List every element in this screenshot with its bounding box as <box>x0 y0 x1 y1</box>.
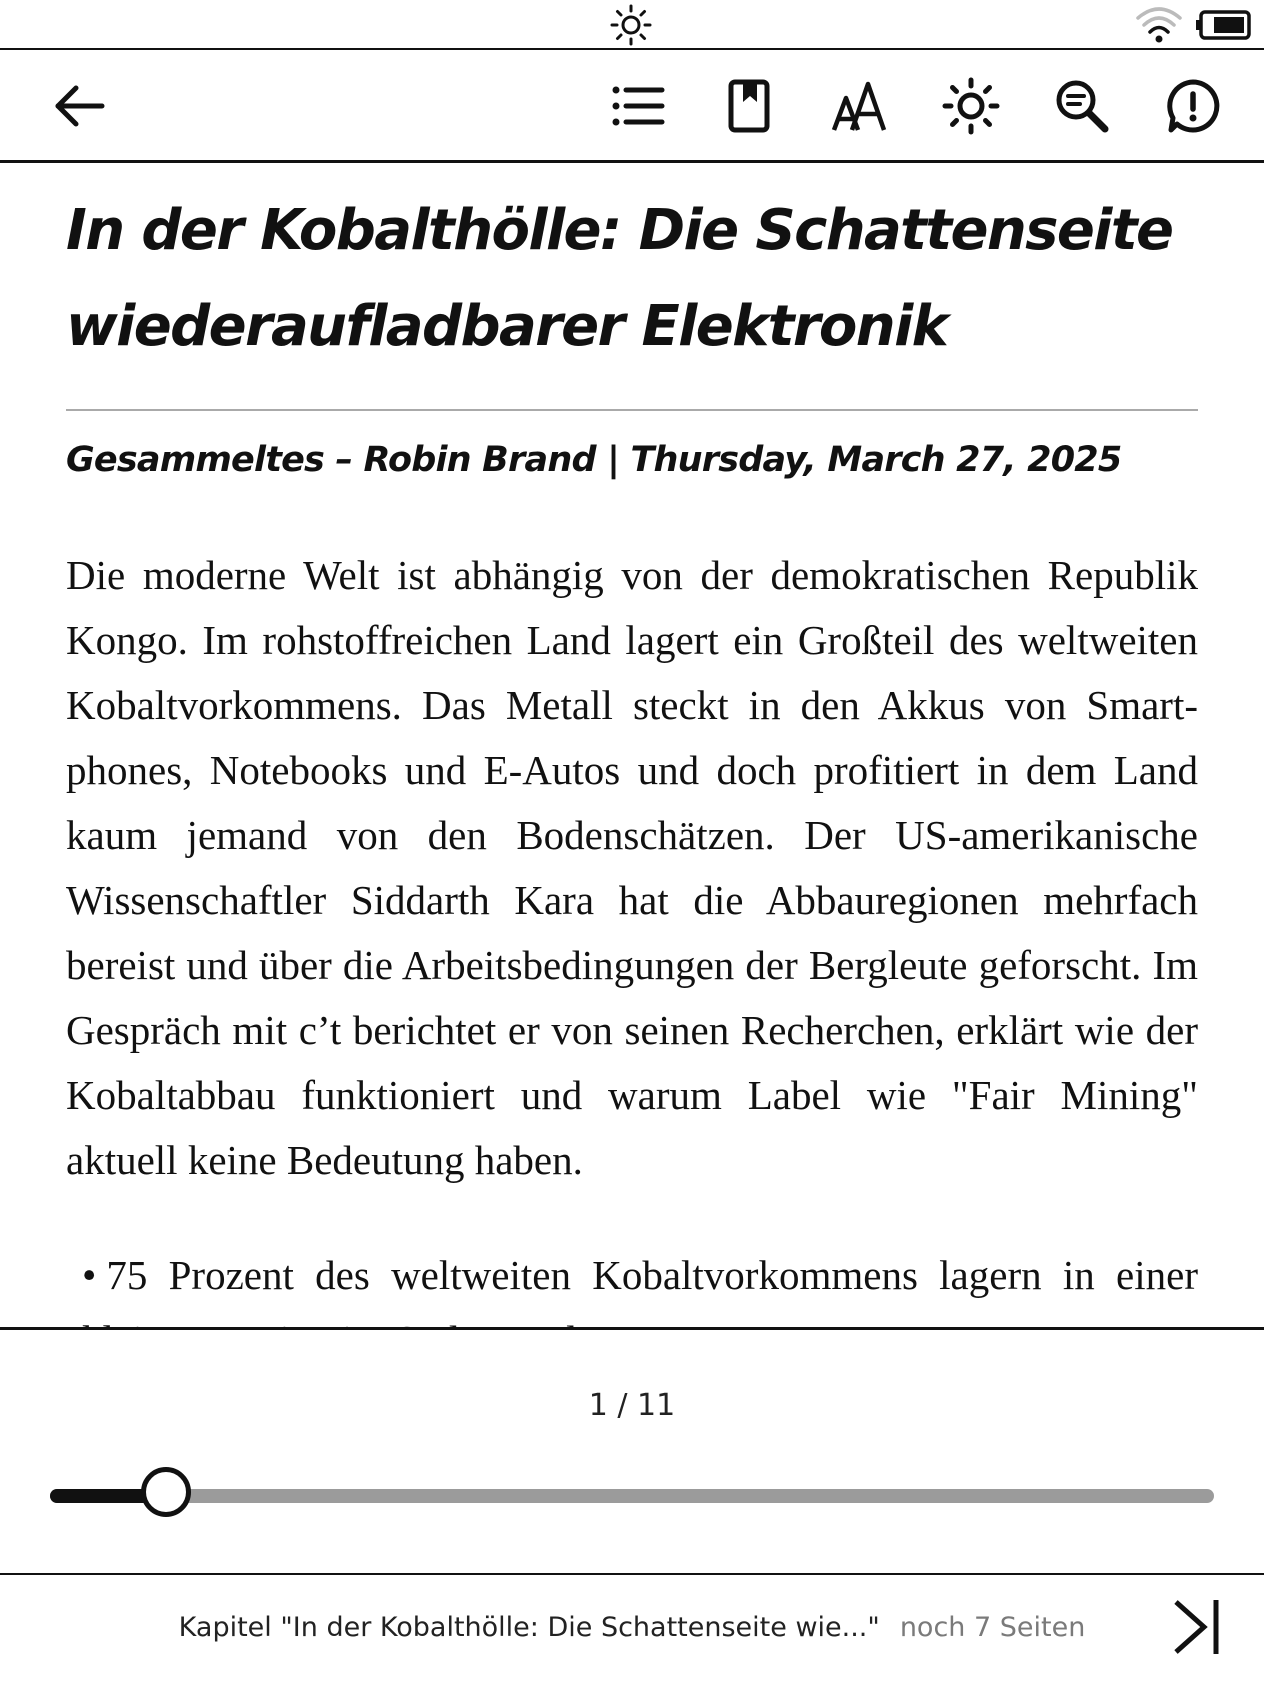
table-of-contents-button[interactable] <box>606 74 670 138</box>
battery-icon <box>1196 10 1252 40</box>
panel-divider <box>0 1573 1264 1575</box>
bookmark-icon <box>719 76 779 136</box>
font-settings-button[interactable] <box>828 74 892 138</box>
title-divider <box>66 409 1198 411</box>
search-button[interactable] <box>1050 74 1114 138</box>
status-bar <box>0 0 1264 50</box>
brightness-icon <box>941 76 1001 136</box>
report-icon <box>1163 76 1223 136</box>
chapter-info <box>0 1612 1264 1643</box>
font-size-icon <box>830 76 890 136</box>
bullet-marker: • <box>82 1252 97 1298</box>
article-content <box>66 163 1198 1323</box>
wifi-icon <box>1134 4 1184 44</box>
search-icon <box>1052 76 1112 136</box>
report-button[interactable] <box>1161 74 1225 138</box>
article-title: In der Kobalthölle: Die Schattenseite wiederaufladbarer Elektronik <box>66 198 1173 359</box>
page-navigation-panel <box>0 1327 1264 1683</box>
chapter-label: Kapitel "In der Kobalthölle: Die Schattenseite wie..." <box>178 1612 880 1643</box>
pages-left-label: noch 7 Seiten <box>899 1612 1086 1643</box>
bullet-text: 75 Prozent des weltweiten Kobaltvorkommens lagern in einer <box>106 1252 1198 1298</box>
brightness-button[interactable] <box>939 74 1003 138</box>
table-of-contents-icon <box>608 76 668 136</box>
article-paragraph: Die moderne Welt ist abhängig von der demokratischen Republik Kongo. Im rohstoffreichen Land lagert ein Großteil des weltweiten Kobaltvorkommens. Das Metall steckt in den Akkus von Smartphones, Notebooks und E-Autos und doch profitiert in dem Land kaum jemand von den Bodenschätzen. Der US-amerikanische Wissenschaftler Siddarth Kara hat die Abbauregionen mehrfach bereist und über die Arbeitsbedingungen der Bergleute geforscht. Im Gespräch mit c’t berichtet er von seinen Recherchen, erklärt wie der Kobaltabbau funktioniert und warum Label wie "Fair Mining" aktuell keine Bedeutung haben. <box>66 552 1198 1183</box>
reader-toolbar <box>0 50 1264 163</box>
page-counter: 1 / 11 <box>588 1388 676 1423</box>
next-chapter-button[interactable] <box>1168 1592 1228 1662</box>
article-byline: Gesammeltes – Robin Brand | Thursday, March 27, 2025 <box>66 440 1122 480</box>
back-button[interactable] <box>48 74 112 138</box>
page-slider[interactable] <box>50 1465 1214 1525</box>
skip-to-end-icon <box>1168 1592 1228 1662</box>
slider-thumb[interactable] <box>141 1467 191 1517</box>
back-arrow-icon <box>50 76 110 136</box>
slider-track <box>50 1489 1214 1503</box>
brightness-icon <box>610 4 652 46</box>
bookmark-button[interactable] <box>717 74 781 138</box>
